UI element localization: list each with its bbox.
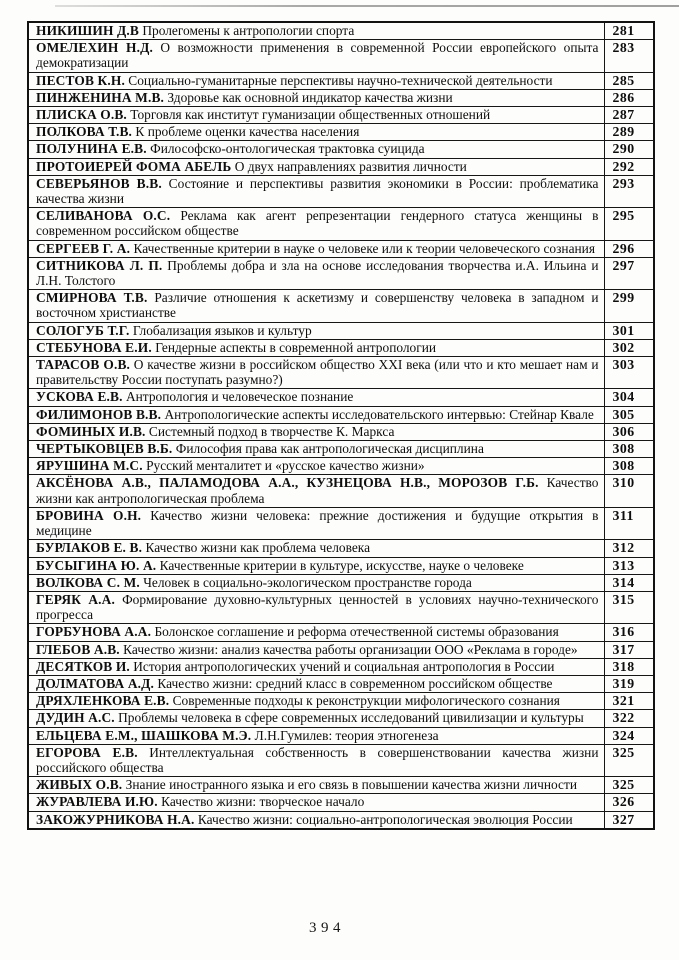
row-page: 287 [604,107,654,124]
row-authors: ЕЛЬЦЕВА Е.М., ШАШКОВА М.Э. [36,727,252,743]
row-page: 306 [604,423,654,440]
row-title: Л.Н.Гумилев: теория этногенеза [254,727,439,743]
entry-cell [28,574,604,591]
row-page: 293 [604,175,654,207]
table-row [28,339,654,356]
row-authors: БУРЛАКОВ Е. В. [36,540,143,556]
table-row [28,175,654,207]
row-page: 301 [604,322,654,339]
row-authors: ТАРАСОВ О.В. [36,357,131,373]
row-page: 297 [604,257,654,289]
row-title: Состояние и перспективы развития экономики в России: проблематика качества жизни [36,175,599,207]
entry-cell [28,322,604,339]
table-row [28,72,654,89]
row-page: 299 [604,290,654,322]
row-authors: НИКИШИН Д.В [36,23,139,38]
row-authors: ПОЛКОВА Т.В. [36,124,133,140]
row-title: Социально-гуманитарные перспективы научно-технической деятельности [128,72,553,88]
row-title: Торговля как институт гуманизации общественных отношений [130,107,491,123]
row-title: Пролегомены к антропологии спорта [142,23,355,38]
entry-cell [28,441,604,458]
table-row [28,257,654,289]
entry-cell [28,175,604,207]
entry-cell [28,675,604,692]
row-title: О возможности применения в современной России европейского опыта демократизации [36,40,599,71]
row-title: Качество жизни человека: прежние достижения и будущие открытия в медицине [36,507,599,539]
row-page: 316 [604,624,654,641]
row-authors: УСКОВА Е.В. [36,389,123,405]
row-authors: СМИРНОВА Т.В. [36,290,148,306]
row-authors: СЕВЕРЬЯНОВ В.В. [36,175,162,191]
table-row [28,744,654,776]
table-row [28,40,654,72]
row-title: Интеллектуальная собственность в совершенствовании качества жизни российского общества [36,744,599,775]
row-page: 313 [604,557,654,574]
row-authors: ОМЕЛЕХИН Н.Д. [36,40,153,56]
row-authors: ГЛЕБОВ А.В. [36,641,120,657]
row-page: 302 [604,339,654,356]
entry-cell [28,710,604,727]
entry-cell [28,357,604,389]
table-row [28,458,654,475]
table-row [28,107,654,124]
row-page: 322 [604,710,654,727]
table-row [28,675,654,692]
row-title: Качественные критерии в культуре, искусстве, науке о человеке [159,557,524,573]
row-title: Глобализация языков и культур [132,322,312,338]
row-title: Философия права как антропологическая дисциплина [175,441,484,457]
entry-cell [28,658,604,675]
row-authors: ГЕРЯК А.А. [36,591,115,607]
row-title: Качество жизни как антропологическая проблема [36,475,599,506]
row-authors: ДЕСЯТКОВ И. [36,658,130,674]
page-number: 394 [309,920,345,936]
table-row [28,507,654,539]
row-title: Качественные критерии в науке о человеке или к теории человеческого сознания [133,240,596,256]
table-row [28,574,654,591]
row-page: 314 [604,574,654,591]
entry-cell [28,727,604,744]
entry-cell [28,557,604,574]
row-page: 308 [604,441,654,458]
row-authors: СЕРГЕЕВ Г. А. [36,240,131,256]
row-page: 304 [604,389,654,406]
table-row [28,389,654,406]
table-row [28,240,654,257]
row-title: Здоровье как основной индикатор качества жизни [167,89,453,105]
row-title: Знание иностранного языка и его связь в повышении качества жизни личности [125,777,578,793]
row-authors: БРОВИНА О.Н. [36,507,142,523]
table-row [28,124,654,141]
row-authors: ПИНЖЕНИНА М.В. [36,89,165,105]
row-page: 290 [604,141,654,158]
table-row [28,794,654,811]
entry-cell [28,141,604,158]
row-title: Проблемы добра и зла на основе исследования творчества и.А. Ильина и Л.Н. Толстого [36,257,599,289]
table-row [28,423,654,440]
entry-cell [28,89,604,106]
toc-table [27,21,655,830]
entry-cell [28,208,604,240]
entry-cell [28,158,604,175]
row-page: 281 [604,22,654,40]
row-authors: ЖУРАВЛЕВА И.Ю. [36,794,158,810]
entry-cell [28,458,604,475]
table-row [28,693,654,710]
row-authors: СИТНИКОВА Л. П. [36,257,163,273]
entry-cell [28,40,604,72]
table-row [28,710,654,727]
row-page: 326 [604,794,654,811]
entry-cell [28,744,604,776]
row-page: 311 [604,507,654,539]
entry-cell [28,475,604,507]
row-title: Гендерные аспекты в современной антропологии [155,339,437,355]
entry-cell [28,540,604,557]
row-authors: ПЛИСКА О.В. [36,107,127,123]
row-authors: ФИЛИМОНОВ В.В. [36,406,162,422]
entry-cell [28,290,604,322]
row-authors: ДОЛМАТОВА А.Д. [36,675,155,691]
row-title: Качество жизни: анализ качества работы организации ООО «Реклама в городе» [123,641,578,657]
entry-cell [28,72,604,89]
table-row [28,158,654,175]
entry-cell [28,339,604,356]
row-page: 318 [604,658,654,675]
row-authors: ФОМИНЫХ И.В. [36,423,146,439]
row-authors: СОЛОГУБ Т.Г. [36,322,130,338]
table-row [28,89,654,106]
row-title: Человек в социально-экологическом пространстве города [143,574,472,590]
entry-cell [28,406,604,423]
row-title: О качестве жизни в российском общество XXI века (или что и кто мешает нам и правительству России поступать разумно?) [36,357,599,388]
entry-cell [28,591,604,623]
entry-cell [28,240,604,257]
entry-cell [28,777,604,794]
row-title: Качество жизни: творческое начало [161,794,365,810]
table-row [28,811,654,829]
row-title: О двух направлениях развития личности [234,158,467,174]
row-page: 319 [604,675,654,692]
table-row [28,658,654,675]
row-page: 303 [604,357,654,389]
row-page: 321 [604,693,654,710]
row-page: 289 [604,124,654,141]
entry-cell [28,257,604,289]
entry-cell [28,22,604,40]
row-authors: ПОЛУНИНА Е.В. [36,141,147,157]
table-row [28,727,654,744]
row-authors: СТЕБУНОВА Е.И. [36,339,152,355]
table-row [28,357,654,389]
row-page: 283 [604,40,654,72]
row-authors: ГОРБУНОВА А.А. [36,624,152,640]
entry-cell [28,507,604,539]
row-title: Реклама как агент репрезентации гендерного статуса женщины в современном российском обществе [36,208,599,239]
row-authors: ПЕСТОВ К.Н. [36,72,125,88]
row-page: 317 [604,641,654,658]
row-page: 295 [604,208,654,240]
row-title: Философско-онтологическая трактовка суицида [150,141,425,157]
row-page: 292 [604,158,654,175]
row-authors: ЗАКОЖУРНИКОВА Н.А. [36,811,195,827]
row-authors: БУСЫГИНА Ю. А. [36,557,157,573]
row-title: Русский менталитет и «русское качество жизни» [146,458,425,474]
row-title: Системный подход в творчестве К. Маркса [148,423,395,439]
row-page: 305 [604,406,654,423]
entry-cell [28,624,604,641]
entry-cell [28,641,604,658]
scan-artifact-line [55,5,679,7]
row-title: Современные подходы к реконструкции мифологического сознания [172,693,560,709]
entry-cell [28,107,604,124]
row-page: 325 [604,744,654,776]
table-row [28,22,654,40]
row-title: Болонское соглашение и реформа отечественной системы образования [154,624,559,640]
row-authors: АКСЁНОВА А.В., ПАЛАМОДОВА А.А., КУЗНЕЦОВА Н.В., МОРОЗОВ Г.Б. [36,475,539,491]
table-row [28,290,654,322]
row-title: Антропологические аспекты исследовательского интервью: Стейнар Квале [164,406,594,422]
table-row [28,540,654,557]
table-row [28,441,654,458]
table-row [28,557,654,574]
row-page: 315 [604,591,654,623]
row-authors: ЕГОРОВА Е.В. [36,744,138,760]
entry-cell [28,389,604,406]
row-title: Качество жизни: социально-антропологическая эволюция России [197,811,573,827]
row-title: Антропология и человеческое познание [125,389,354,405]
row-page: 310 [604,475,654,507]
entry-cell [28,693,604,710]
row-page: 286 [604,89,654,106]
row-authors: ЖИВЫХ О.В. [36,777,123,793]
row-authors: ВОЛКОВА С. М. [36,574,140,590]
row-authors: ПРОТОИЕРЕЙ ФОМА АБЕЛЬ [36,158,232,174]
row-title: К проблеме оценки качества населения [135,124,360,140]
row-title: История антропологических учений и социальная антропология в России [133,658,555,674]
row-page: 285 [604,72,654,89]
entry-cell [28,794,604,811]
row-authors: ДРЯХЛЕНКОВА Е.В. [36,693,170,709]
entry-cell [28,423,604,440]
table-row [28,475,654,507]
row-page: 325 [604,777,654,794]
row-page: 324 [604,727,654,744]
row-title: Различие отношения к аскетизму и совершенству человека в западном и восточном христианстве [36,290,599,321]
entry-cell [28,811,604,829]
row-authors: ЧЕРТЫКОВЦЕВ В.Б. [36,441,173,457]
row-page: 327 [604,811,654,829]
row-title: Качество жизни: средний класс в современном российском обществе [157,675,553,691]
table-row [28,641,654,658]
row-page: 296 [604,240,654,257]
toc-table-body [28,22,654,829]
table-row [28,322,654,339]
table-row [28,624,654,641]
table-row [28,141,654,158]
row-page: 312 [604,540,654,557]
row-title: Проблемы человека в сфере современных исследований цивилизации и культуры [118,710,584,726]
row-page: 308 [604,458,654,475]
table-row [28,406,654,423]
row-authors: СЕЛИВАНОВА О.С. [36,208,171,224]
row-authors: ДУДИН А.С. [36,710,115,726]
row-title: Формирование духовно-культурных ценностей в условиях научно-технического прогресса [36,591,599,623]
table-row [28,777,654,794]
entry-cell [28,124,604,141]
row-title: Качество жизни как проблема человека [145,540,371,556]
table-row [28,591,654,623]
row-authors: ЯРУШИНА М.С. [36,458,143,474]
table-row [28,208,654,240]
